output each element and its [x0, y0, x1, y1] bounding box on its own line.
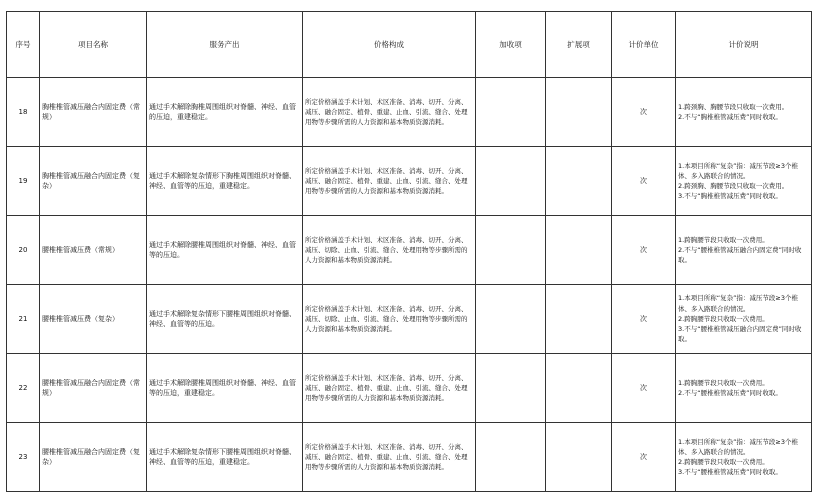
cell-output: 通过手术解除复杂情形下腰椎周围组织对脊髓、神经、血管等的压迫，重建稳定。 — [147, 423, 303, 492]
header-no: 序号 — [7, 12, 40, 78]
table-row — [7, 216, 812, 285]
table-row — [7, 423, 812, 492]
cell-no: 22 — [7, 354, 40, 423]
table-row — [7, 147, 812, 216]
cell-ext — [546, 147, 612, 216]
cell-note: 1.跨胸腰节段只收取一次费用。 2.不与“腰椎椎管减压费”同时收取。 — [676, 354, 812, 423]
cell-no: 23 — [7, 423, 40, 492]
cell-no: 21 — [7, 285, 40, 354]
cell-unit: 次 — [612, 147, 676, 216]
table-row — [7, 354, 812, 423]
cell-ext — [546, 423, 612, 492]
header-add: 加收项 — [476, 12, 546, 78]
cell-output: 通过手术解除腰椎周围组织对脊髓、神经、血管等的压迫。 — [147, 216, 303, 285]
header-ext: 扩展项 — [546, 12, 612, 78]
cell-name: 腰椎椎管减压融合内固定费（复杂） — [40, 423, 147, 492]
cell-add — [476, 423, 546, 492]
cell-no: 18 — [7, 78, 40, 147]
pricing-table — [6, 11, 812, 492]
cell-name: 胸椎椎管减压融合内固定费（复杂） — [40, 147, 147, 216]
cell-add — [476, 78, 546, 147]
table-row — [7, 285, 812, 354]
cell-name: 腰椎椎管减压融合内固定费（常规） — [40, 354, 147, 423]
cell-add — [476, 354, 546, 423]
cell-note: 1.跨胸腰节段只收取一次费用。 2.不与“腰椎椎管减压融合内固定费”同时收取。 — [676, 216, 812, 285]
cell-note: 1.跨颈胸、胸腰节段只收取一次费用。 2.不与“胸椎椎管减压费”同时收取。 — [676, 78, 812, 147]
cell-output: 通过手术解除复杂情形下胸椎周围组织对脊髓、神经、血管等的压迫，重建稳定。 — [147, 147, 303, 216]
cell-name: 腰椎椎管减压费（常规） — [40, 216, 147, 285]
cell-output: 通过手术解除胸椎周围组织对脊髓、神经、血管的压迫，重建稳定。 — [147, 78, 303, 147]
cell-add — [476, 216, 546, 285]
cell-no: 20 — [7, 216, 40, 285]
cell-composition: 所定价格涵盖手术计划、术区准备、消毒、切开、分离、减压、融合固定、植骨、重建、止血、引流、缝合、处理用物等步骤所需的人力资源和基本物质资源消耗。 — [303, 354, 476, 423]
cell-add — [476, 147, 546, 216]
cell-name: 腰椎椎管减压费（复杂） — [40, 285, 147, 354]
cell-composition: 所定价格涵盖手术计划、术区准备、消毒、切开、分离、减压、融合固定、植骨、重建、止血、引流、缝合、处理用物等步骤所需的人力资源和基本物质资源消耗。 — [303, 78, 476, 147]
cell-composition: 所定价格涵盖手术计划、术区准备、消毒、切开、分离、减压、融合固定、植骨、重建、止血、引流、缝合、处理用物等步骤所需的人力资源和基本物质资源消耗。 — [303, 147, 476, 216]
cell-ext — [546, 216, 612, 285]
header-output: 服务产出 — [147, 12, 303, 78]
cell-note: 1.本项目所称“复杂”指：减压节段≥3个椎体、多入路联合的情况。 2.跨颈胸、胸腰节段只收取一次费用。 3.不与“胸椎椎管减压费”同时收取。 — [676, 147, 812, 216]
cell-output: 通过手术解除复杂情形下腰椎周围组织对脊髓、神经、血管等的压迫。 — [147, 285, 303, 354]
header-name: 项目名称 — [40, 12, 147, 78]
cell-composition: 所定价格涵盖手术计划、术区准备、消毒、切开、分离、减压、切除、止血、引流、缝合、处理用物等步骤所需的人力资源和基本物质资源消耗。 — [303, 216, 476, 285]
cell-ext — [546, 78, 612, 147]
cell-unit: 次 — [612, 354, 676, 423]
cell-unit: 次 — [612, 216, 676, 285]
cell-composition: 所定价格涵盖手术计划、术区准备、消毒、切开、分离、减压、切除、止血、引流、缝合、处理用物等步骤所需的人力资源和基本物质资源消耗。 — [303, 285, 476, 354]
cell-no: 19 — [7, 147, 40, 216]
cell-composition: 所定价格涵盖手术计划、术区准备、消毒、切开、分离、减压、融合固定、植骨、重建、止血、引流、缝合、处理用物等步骤所需的人力资源和基本物质资源消耗。 — [303, 423, 476, 492]
cell-note: 1.本项目所称“复杂”指：减压节段≥3个椎体、多入路联合的情况。 2.跨胸腰节段只收取一次费用。 3.不与“腰椎椎管减压费”同时收取。 — [676, 423, 812, 492]
cell-note: 1.本项目所称“复杂”指：减压节段≥3个椎体、多入路联合的情况。 2.跨胸腰节段只收取一次费用。 3.不与“腰椎椎管减压融合内固定费”同时收取。 — [676, 285, 812, 354]
header-composition: 价格构成 — [303, 12, 476, 78]
cell-add — [476, 285, 546, 354]
cell-ext — [546, 354, 612, 423]
header-row — [7, 12, 812, 78]
cell-unit: 次 — [612, 423, 676, 492]
cell-ext — [546, 285, 612, 354]
cell-output: 通过手术解除腰椎周围组织对脊髓、神经、血管等的压迫，重建稳定。 — [147, 354, 303, 423]
cell-name: 胸椎椎管减压融合内固定费（常规） — [40, 78, 147, 147]
cell-unit: 次 — [612, 78, 676, 147]
header-note: 计价说明 — [676, 12, 812, 78]
table-row — [7, 78, 812, 147]
header-unit: 计价单位 — [612, 12, 676, 78]
cell-unit: 次 — [612, 285, 676, 354]
